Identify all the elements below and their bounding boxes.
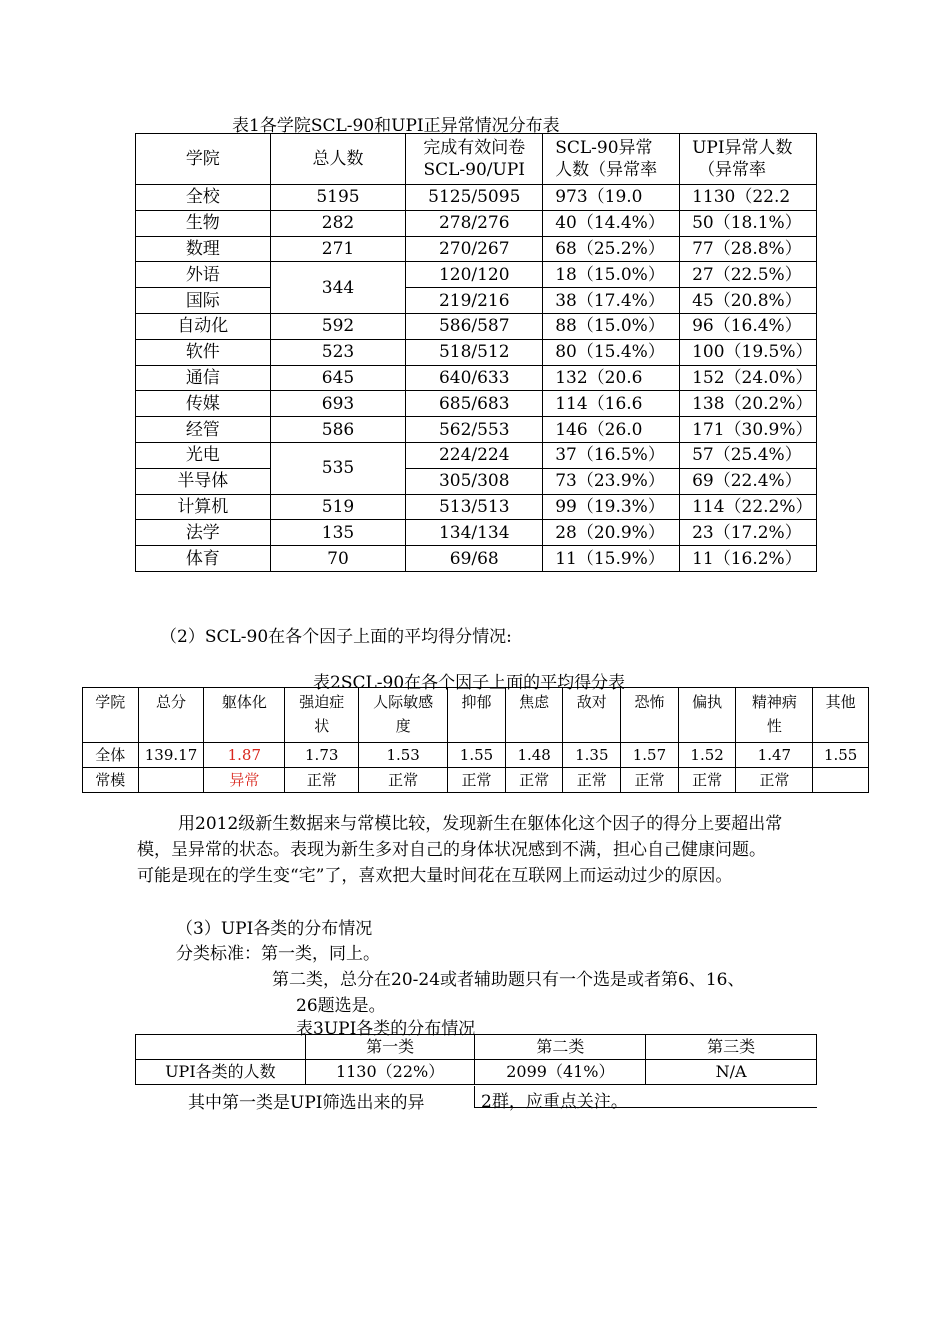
footer-text-a: 其中第一类是UPI筛选出来的异 (188, 1093, 425, 1113)
cell-scl: 146（26.0 (543, 417, 680, 443)
table-row (136, 442, 817, 468)
cell-college: 数理 (136, 236, 271, 262)
cell-valid: 69/68 (406, 546, 543, 572)
header-paranoid: 偏执 (678, 688, 736, 743)
cell-total: 271 (270, 236, 406, 262)
cell-total: 693 (270, 391, 406, 417)
cell-college: 生物 (136, 210, 271, 236)
cell-upi: 1130（22.2 (680, 185, 817, 211)
cell: 1.73 (285, 743, 359, 768)
table1-header-row (136, 134, 817, 185)
cell-scl: 68（25.2%） (543, 236, 680, 262)
header-class-2: 第二类 (475, 1035, 646, 1060)
cell-label: UPI各类的人数 (136, 1060, 306, 1085)
header-college: 学院 (136, 134, 271, 185)
table1 (135, 133, 817, 572)
cell: 正常 (736, 768, 813, 793)
header-obsessive: 强迫症 状 (285, 688, 359, 743)
table-row (136, 236, 817, 262)
cell: 1.53 (359, 743, 448, 768)
cell-scl: 99（19.3%） (543, 494, 680, 520)
cell-college: 软件 (136, 339, 271, 365)
cell: 1130（22%） (305, 1060, 475, 1085)
cell-valid: 278/276 (406, 210, 543, 236)
header-somatization: 躯体化 (204, 688, 285, 743)
cell-upi: 57（25.4%） (680, 442, 817, 468)
cell: 正常 (505, 768, 563, 793)
section2-heading: （2）SCL-90在各个因子上面的平均得分情况: (160, 627, 512, 647)
cell-upi: 152（24.0%） (680, 365, 817, 391)
cell-valid: 518/512 (406, 339, 543, 365)
table-row (136, 313, 817, 339)
cell-scl: 80（15.4%） (543, 339, 680, 365)
table-row (136, 1060, 817, 1085)
cell-scl: 973（19.0 (543, 185, 680, 211)
cell-college: 经管 (136, 417, 271, 443)
table-row (83, 743, 869, 768)
cell-total: 586 (270, 417, 406, 443)
header-total: 总人数 (270, 134, 406, 185)
cell-upi: 27（22.5%） (680, 262, 817, 288)
cell-college: 自动化 (136, 313, 271, 339)
cell-total: 282 (270, 210, 406, 236)
cell-upi: 100（19.5%） (680, 339, 817, 365)
cell-college: 计算机 (136, 494, 271, 520)
cell-total: 135 (270, 520, 406, 546)
table-row (136, 391, 817, 417)
cell-valid: 305/308 (406, 468, 543, 494)
header-class-3: 第三类 (646, 1035, 817, 1060)
cell: 1.47 (736, 743, 813, 768)
header-class-1: 第一类 (305, 1035, 475, 1060)
table-row (136, 185, 817, 211)
cell-scl: 132（20.6 (543, 365, 680, 391)
header-hostility: 敌对 (563, 688, 621, 743)
cell: 1.55 (448, 743, 506, 768)
cell: 常模 (83, 768, 139, 793)
header-upi: UPI异常人数 （异常率 (680, 134, 817, 185)
table3-header-row (136, 1035, 817, 1060)
table2-caption: 表2SCL-90在各个因子上面的平均得分表 (313, 673, 626, 693)
table-row (83, 768, 869, 793)
cell-college: 光电 (136, 442, 271, 468)
header-depression: 抑郁 (448, 688, 506, 743)
cell-scl: 38（17.4%） (543, 288, 680, 314)
cell-highlight: 1.87 (204, 743, 285, 768)
table3-caption: 表3UPI各类的分布情况 (296, 1019, 476, 1039)
table-row (136, 520, 817, 546)
cell-upi: 11（16.2%） (680, 546, 817, 572)
cell-scl: 37（16.5%） (543, 442, 680, 468)
cell (813, 768, 869, 793)
cell: 正常 (678, 768, 736, 793)
cell: 正常 (621, 768, 679, 793)
cell-college: 外语 (136, 262, 271, 288)
cell-upi: 50（18.1%） (680, 210, 817, 236)
cell-upi: 114（22.2%） (680, 494, 817, 520)
cell-valid: 685/683 (406, 391, 543, 417)
table2-header-row (83, 688, 869, 743)
cell-college: 通信 (136, 365, 271, 391)
header-anxiety: 焦虑 (505, 688, 563, 743)
cell-valid: 134/134 (406, 520, 543, 546)
cell-total: 70 (270, 546, 406, 572)
header-valid: 完成有效问卷 SCL-90/UPI (406, 134, 543, 185)
cell: 1.48 (505, 743, 563, 768)
header-other: 其他 (813, 688, 869, 743)
criteria-label: 分类标准：第一类，同上。 (176, 944, 380, 964)
paragraph-line-2: 模，呈异常的状态。表现为新生多对自己的身体状况感到不满，担心自己健康问题。 (137, 840, 766, 860)
cell-upi: 23（17.2%） (680, 520, 817, 546)
cell-valid: 562/553 (406, 417, 543, 443)
cell-total: 519 (270, 494, 406, 520)
cell-valid: 120/120 (406, 262, 543, 288)
cell: 正常 (448, 768, 506, 793)
cell: 1.35 (563, 743, 621, 768)
header-college: 学院 (83, 688, 139, 743)
cell-college: 体育 (136, 546, 271, 572)
cell-scl: 40（14.4%） (543, 210, 680, 236)
table-row (136, 494, 817, 520)
cell-total: 344 (270, 262, 406, 314)
cell: 1.55 (813, 743, 869, 768)
cell-college: 半导体 (136, 468, 271, 494)
cell-scl: 114（16.6 (543, 391, 680, 417)
section3-heading: （3）UPI各类的分布情况 (176, 919, 373, 939)
cell-scl: 88（15.0%） (543, 313, 680, 339)
cell-scl: 18（15.0%） (543, 262, 680, 288)
footer-overlay-box (474, 1086, 817, 1112)
table-row (136, 339, 817, 365)
cell (138, 768, 204, 793)
cell-valid: 219/216 (406, 288, 543, 314)
cell-upi: 77（28.8%） (680, 236, 817, 262)
cell: 正常 (285, 768, 359, 793)
cell-college: 国际 (136, 288, 271, 314)
cell-total: 5195 (270, 185, 406, 211)
paragraph-line-3: 可能是现在的学生变“宅”了，喜欢把大量时间花在互联网上而运动过少的原因。 (137, 866, 733, 886)
table2 (82, 687, 869, 793)
cell-upi: 69（22.4%） (680, 468, 817, 494)
cell: 正常 (563, 768, 621, 793)
cell: 2099（41%） (475, 1060, 646, 1085)
cell-college: 传媒 (136, 391, 271, 417)
cell-upi: 138（20.2%） (680, 391, 817, 417)
table-row (136, 365, 817, 391)
cell-valid: 224/224 (406, 442, 543, 468)
cell-scl: 11（15.9%） (543, 546, 680, 572)
cell-college: 全校 (136, 185, 271, 211)
cell-total: 523 (270, 339, 406, 365)
cell-valid: 640/633 (406, 365, 543, 391)
header-psychoticism: 精神病 性 (736, 688, 813, 743)
cell-total: 645 (270, 365, 406, 391)
cell-valid: 5125/5095 (406, 185, 543, 211)
cell: 139.17 (138, 743, 204, 768)
cell-upi: 96（16.4%） (680, 313, 817, 339)
header-interpersonal: 人际敏感 度 (359, 688, 448, 743)
table-row (136, 288, 817, 314)
table-row (136, 417, 817, 443)
cell: N/A (646, 1060, 817, 1085)
criteria-line-2: 第二类，总分在20-24或者辅助题只有一个选是或者第6、16、 (272, 970, 745, 990)
table3 (135, 1034, 817, 1085)
header-scl: SCL-90异常 人数（异常率 (543, 134, 680, 185)
cell-valid: 586/587 (406, 313, 543, 339)
footer-text-b: 2群，应重点关注。 (481, 1092, 628, 1112)
cell: 1.57 (621, 743, 679, 768)
header-phobic: 恐怖 (621, 688, 679, 743)
criteria-line-3: 26题选是。 (296, 996, 386, 1016)
table-row (136, 262, 817, 288)
cell-highlight: 异常 (204, 768, 285, 793)
cell-scl: 73（23.9%） (543, 468, 680, 494)
cell-valid: 513/513 (406, 494, 543, 520)
header-empty (136, 1035, 306, 1060)
table-row (136, 468, 817, 494)
cell-upi: 171（30.9%） (680, 417, 817, 443)
table1-caption: 表1各学院SCL-90和UPI正异常情况分布表 (232, 116, 560, 136)
cell-college: 法学 (136, 520, 271, 546)
cell-upi: 45（20.8%） (680, 288, 817, 314)
table-row (136, 546, 817, 572)
cell-scl: 28（20.9%） (543, 520, 680, 546)
cell: 1.52 (678, 743, 736, 768)
cell-total: 592 (270, 313, 406, 339)
paragraph-line-1: 用2012级新生数据来与常模比较，发现新生在躯体化这个因子的得分上要超出常 (178, 814, 783, 834)
cell-total: 535 (270, 442, 406, 494)
cell: 全体 (83, 743, 139, 768)
header-total-score: 总分 (138, 688, 204, 743)
table-row (136, 210, 817, 236)
cell: 正常 (359, 768, 448, 793)
cell-valid: 270/267 (406, 236, 543, 262)
